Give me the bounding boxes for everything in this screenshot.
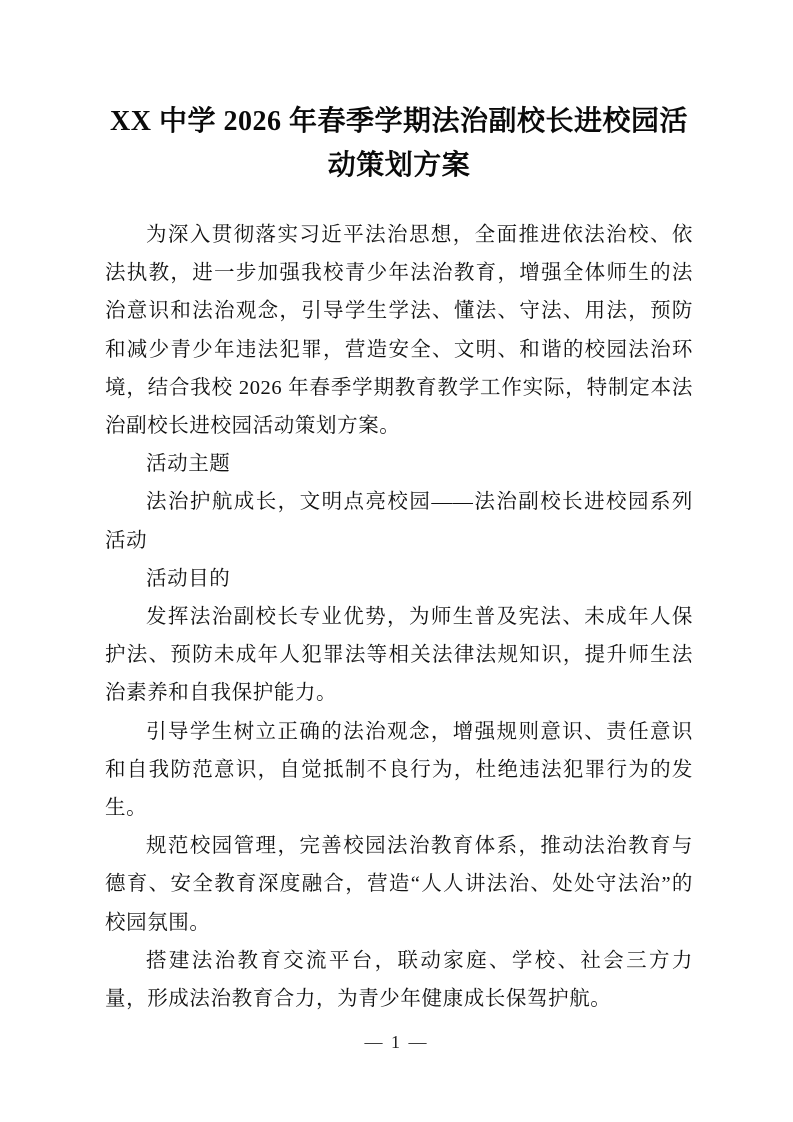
section-heading-activity-purpose: 活动目的 [146,567,231,590]
page-number-footer: — 1 — [364,1032,429,1052]
page-title: XX 中学 2026 年春季学期法治副校长进校园活动策划方案 [110,106,688,181]
paragraph-purpose-3: 规范校园管理，完善校园法治教育体系，推动法治教育与德育、安全教育深度融合，营造“人人讲法治、处处守法治”的校园氛围。 [105,835,693,934]
section-heading-activity-theme: 活动主题 [146,453,231,476]
document-body [105,216,693,1018]
paragraph-purpose-2: 引导学生树立正确的法治观念，增强规则意识、责任意识和自我防范意识，自觉抵制不良行为，杜绝违法犯罪行为的发生。 [105,720,693,820]
paragraph-activity-theme: 法治护航成长，文明点亮校园——法治副校长进校园系列活动 [105,491,693,552]
paragraph-purpose-4: 搭建法治教育交流平台，联动家庭、学校、社会三方力量，形成法治教育合力，为青少年健康成长保驾护航。 [105,949,693,1011]
document-content [105,100,693,1018]
paragraph-intro: 为深入贯彻落实习近平法治思想，全面推进依法治校、依法执教，进一步加强我校青少年法治教育，增强全体师生的法治意识和法治观念，引导学生学法、懂法、守法、用法，预防和减少青少年违法犯罪，营造安全、文明、和谐的校园法治环境，结合我校 2026 年春季学期教育教学工作实际，特制定本法治副校长进校园活动策划方案。 [105,224,693,438]
paragraph-purpose-1: 发挥法治副校长专业优势，为师生普及宪法、未成年人保护法、预防未成年人犯罪法等相关法律法规知识，提升师生法治素养和自我保护能力。 [105,606,693,705]
